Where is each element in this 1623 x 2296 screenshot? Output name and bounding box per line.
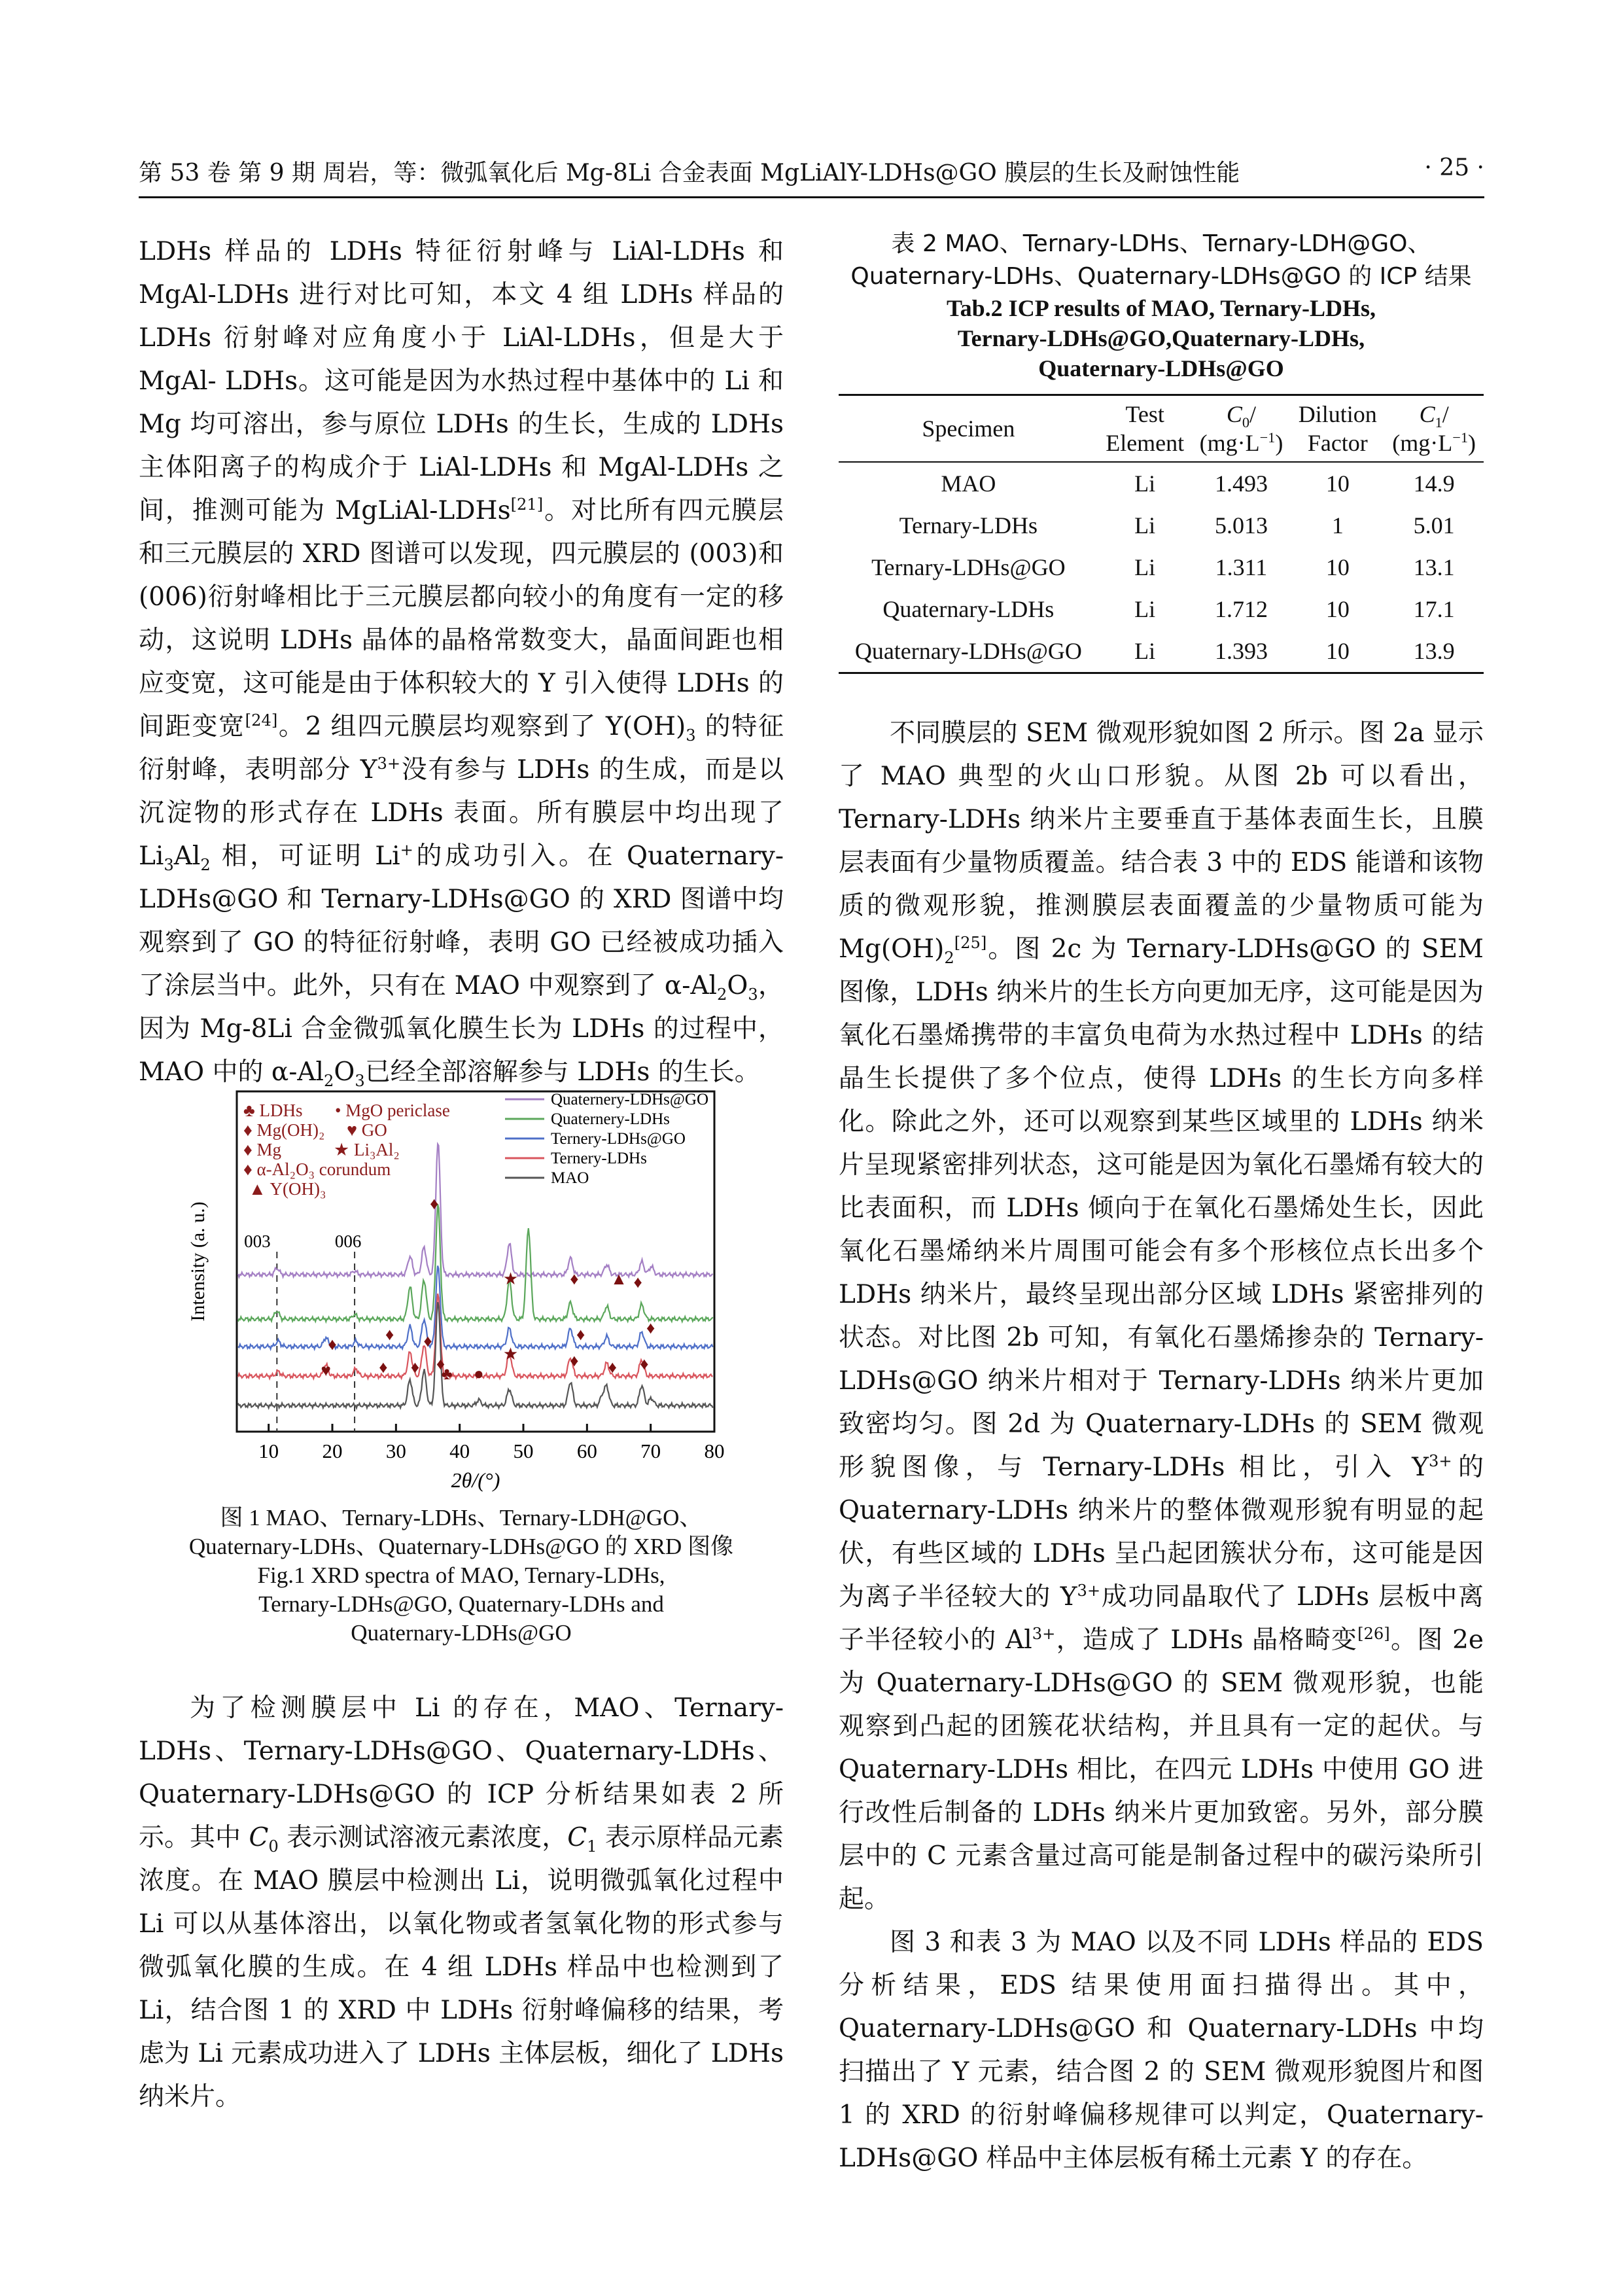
phase-marker: ♣ (441, 1364, 453, 1383)
phase-marker: ♦ (576, 1325, 585, 1344)
x-tick-label: 60 (576, 1439, 597, 1462)
phase-marker: ♦ (379, 1358, 388, 1377)
phase-marker: ♦ (633, 1273, 642, 1292)
phase-marker: ★ (502, 1269, 519, 1288)
caption-en-line3: Quaternary-LDHs@GO (351, 1620, 572, 1646)
paragraph-sem: 不同膜层的 SEM 微观形貌如图 2 所示。图 2a 显示了 MAO 典型的火山口形貌。从图 2b 可以看出，Ternary-LDHs 纳米片主要垂直于基体表面生长，且膜层表面有少量物质覆盖。结合表 3 中的 EDS 能谱和该物质的微观形貌，推测膜层表面覆盖的少量物质可能为 $Mg(OH)_2[25]$。图 2c 为 Ternary-LDHs@GO 的 SEM 图像，LDHs 纳米片的生长方向更加无序，这可能是因为氧化石墨烯携带的丰富负电荷为水热过程中 LDHs 的结晶生长提供了多个位点，使得 LDHs 的生长方向多样化。除此之外，还可以观察到某些区域里的 LDHs 纳米片呈现紧密排列状态，这可能是因为氧化石墨烯有较大的比表面积，而 LDHs 倾向于在氧化石墨烯处生长，因此氧化石墨烯纳米片周围可能会有多个形核位点长出多个 LDHs 纳米片，最终呈现出部分区域 LDHs 紧密排列的状态。对比图 2b 可知，有氧化石墨烯掺杂的 Ternary-LDHs@GO 纳米片相对于 Ternary-LDHs 纳米片更加致密均匀。图 2d 为 Quaternary-LDHs 的 SEM 微观形貌图像，与 Ternary-LDHs 相比，引入 $Y^{3+}$的 Quaternary-LDHs 纳米片的整体微观形貌有明显的起伏，有些区域的 LDHs 呈凸起团簇状分布，这可能是因为离子半径较大的 $Y^{3+}$成功同晶取代了 LDHs 层板中离子半径较小的 $Al^{3+}$，造成了 LDHs 晶格畸变[26]。图 2e 为 Quaternary-LDHs@GO 的 SEM 微观形貌，也能观察到凸起的团簇花状结构，并且具有一定的起伏。与 Quaternary-LDHs 相比，在四元 LDHs 中使用 GO 进行改性后制备的 LDHs 纳米片更加致密。另外，部分膜层中的 C 元素含量过高可能是制备过程中的碳污染所引起。 (839, 718, 1484, 1914)
dashed-label-006: 006 (334, 1231, 362, 1251)
x-tick-label: 80 (704, 1439, 725, 1462)
col-test-element: Test Element (1106, 401, 1185, 456)
paragraph-eds: 图 3 和表 3 为 MAO 以及不同 LDHs 样品的 EDS 分析结果，EDS 结果使用面扫描得出。其中，Quaternary-LDHs@GO 和 Quaternary-LDHs 中均扫描出了 Y 元素，结合图 2 的 SEM 微观形貌图片和图 1 的 XRD 的衍射峰偏移规律可以判定，Quaternary-LDHs@GO 样品中主体层板有稀土元素 Y 的存在。 (839, 1928, 1484, 2173)
phase-marker: ♦ (410, 1358, 420, 1377)
right-column (839, 712, 1484, 2180)
series-legend-item: Ternery-LDHs (551, 1150, 647, 1167)
phase-marker: ♦ (328, 1335, 337, 1354)
series-legend-item: Ternery-LDHs@GO (551, 1130, 686, 1148)
paragraph-xrd-analysis: LDHs 样品的 LDHs 特征衍射峰与 LiAl-LDHs 和 MgAl-LDHs 进行对比可知，本文 4 组 LDHs 样品的 LDHs 衍射峰对应角度小于 LiAl-LDHs，但是大于 MgAl- LDHs。这可能是因为水热过程中基体中的 Li 和 Mg 均可溶出，参与原位 LDHs 的生长，生成的 LDHs 主体阳离子的构成介于 LiAl-LDHs 和 MgAl-LDHs 之间，推测可能为 MgLiAl-LDHs[21]。对比所有四元膜层和三元膜层的 XRD 图谱可以发现，四元膜层的 (003)和(006)衍射峰相比于三元膜层都向较小的角度有一定的移动，这说明 LDHs 晶体的晶格常数变大，晶面间距也相应变宽，这可能是由于体积较大的 Y 引入使得 LDHs 的间距变宽[24]。2 组四元膜层均观察到了 $Y(OH)_3$ 的特征衍射峰，表明部分 $Y^{3+}$没有参与 LDHs 的生成，而是以沉淀物的形式存在 LDHs 表面。所有膜层中均出现了 $Li_3Al_2$ 相，可证明 Li+的成功引入。在 Quaternary-LDHs@GO 和 Ternary-LDHs@GO 的 XRD 图谱中均观察到了 GO 的特征衍射峰，表明 GO 已经被成功插入了涂层当中。此外，只有在 MAO 中观察到了 $\alpha-Al_2O_3$，因为 Mg-8Li 合金微弧氧化膜生长为 LDHs 的过程中，MAO 中的 $\alpha-Al_2O_3$已经全部溶解参与 LDHs 的生长。 (139, 237, 784, 1090)
table-row: Quaternary-LDHs Li 1.712 10 17.1 (882, 596, 1455, 622)
table-2-caption: 表 2 MAO、Ternary-LDHs、Ternary-LDH@GO、 Quaternary-LDHs、Quaternary-LDHs@GO 的 ICP 结果 Tab.2 ICP results of MAO, Ternary-LDHs, Ternary-LDHs@GO,Quaternary-LDHs, Quaternary-LDHs@GO (850, 230, 1472, 381)
phase-marker: ♦ (385, 1325, 394, 1344)
phase-marker: ♥ (321, 1361, 331, 1380)
table-row: MAO Li 1.493 10 14.9 (941, 470, 1455, 497)
x-tick-label: 30 (385, 1439, 406, 1462)
phase-legend-item: ▲ Y(OH)₃ (249, 1179, 326, 1199)
y-axis-label: Intensity (a. u.) (187, 1201, 209, 1322)
phase-marker: ♦ (646, 1318, 655, 1337)
table-header-row (839, 395, 1484, 463)
caption-en-line1: Fig.1 XRD spectra of MAO, Ternary-LDHs, (257, 1563, 665, 1588)
phase-legend-item: ♦ Mg(OH)₂ (243, 1120, 325, 1140)
paragraph-icp: 为了检测膜层中 Li 的存在，MAO、Ternary-LDHs、Ternary-LDHs@GO、Quaternary-LDHs、Quaternary-LDHs@GO 的 ICP 分析结果如表 2 所示。其中 $C_0$ 表示测试溶液元素浓度，$C_1$ 表示原样品元素浓度。在 MAO 膜层中检测出 Li，说明微弧氧化过程中 Li 可以从基体溶出，以氧化物或者氢氧化物的形式参与微弧氧化膜的生成。在 4 组 LDHs 样品中也检测到了 Li，结合图 1 的 XRD 中 LDHs 衍射峰偏移的结果，考虑为 Li 元素成功进入了 LDHs 主体层板，细化了 LDHs 纳米片。 (139, 1693, 784, 2111)
caption-en-line2: Ternary-LDHs@GO, Quaternary-LDHs and (258, 1591, 664, 1617)
col-c0: $C_0/$ $(mg\cdot L^{-1})$ (1199, 401, 1283, 456)
caption-cn-line1: 图 1 MAO、Ternary-LDHs、Ternary-LDH@GO、 (220, 1505, 703, 1530)
table-2-icp (839, 394, 1484, 674)
x-tick-label: 20 (322, 1439, 343, 1462)
table-row: Ternary-LDHs@GO Li 1.311 10 13.1 (871, 554, 1455, 580)
left-column-top (139, 230, 784, 1094)
header-rule (139, 196, 1484, 198)
phase-marker: ♦ (430, 1194, 439, 1213)
xrd-chart (139, 1078, 784, 1497)
table-row: Ternary-LDHs Li 5.013 1 5.01 (899, 512, 1455, 539)
figure-1-xrd (139, 1078, 784, 1500)
phase-marker: ♦ (640, 1354, 649, 1373)
phase-marker: ♦ (423, 1332, 432, 1351)
dashed-label-003: 003 (244, 1231, 271, 1251)
series-legend-item: Quaternery-LDHs@GO (551, 1091, 709, 1108)
col-c1: $C_1/$ $(mg\cdot L^{-1})$ (1392, 401, 1476, 456)
table-row: Quaternary-LDHs@GO Li 1.393 10 13.9 (839, 630, 1484, 673)
phase-marker: ♦ (436, 1354, 445, 1373)
phase-marker: ● (474, 1364, 484, 1383)
phase-marker: ♦ (570, 1269, 579, 1288)
x-tick-label: 10 (258, 1439, 279, 1462)
running-header: 第 53 卷 第 9 期 周岩，等：微弧氧化后 Mg-8Li 合金表面 MgLiAlY-LDHs@GO 膜层的生长及耐蚀性能 (139, 160, 1240, 186)
phase-legend-item: • MgO periclase (335, 1101, 450, 1120)
phase-marker: ♦ (608, 1358, 617, 1377)
x-tick-label: 50 (513, 1439, 534, 1462)
left-column-bottom (139, 1687, 784, 2119)
figure-1-caption (139, 1504, 784, 1648)
col-specimen: Specimen (922, 415, 1015, 442)
x-axis-label: 2θ/(°) (451, 1468, 500, 1492)
col-dilution: Dilution Factor (1298, 401, 1377, 456)
phase-legend-item: ★ Li₃Al₂ (334, 1140, 400, 1159)
phase-legend-item: ♦ α-Al₂O₃ corundum (243, 1159, 391, 1179)
phase-marker: ★ (502, 1345, 519, 1364)
series-legend-item: MAO (551, 1169, 589, 1187)
phase-marker: ▲ (610, 1269, 627, 1288)
x-tick-label: 40 (449, 1439, 470, 1462)
series-legend-item: Quaternery-LDHs (551, 1110, 670, 1128)
phase-legend-item: ♥ GO (347, 1120, 387, 1140)
x-tick-label: 70 (640, 1439, 661, 1462)
phase-marker: ♦ (570, 1351, 579, 1370)
caption-cn-line2: Quaternary-LDHs、Quaternary-LDHs@GO 的 XRD 图像 (188, 1534, 734, 1559)
phase-legend-item: ♣ LDHs (243, 1101, 303, 1120)
page-number: · 25 · (1424, 154, 1484, 181)
phase-legend-item: ♦ Mg (243, 1140, 282, 1159)
